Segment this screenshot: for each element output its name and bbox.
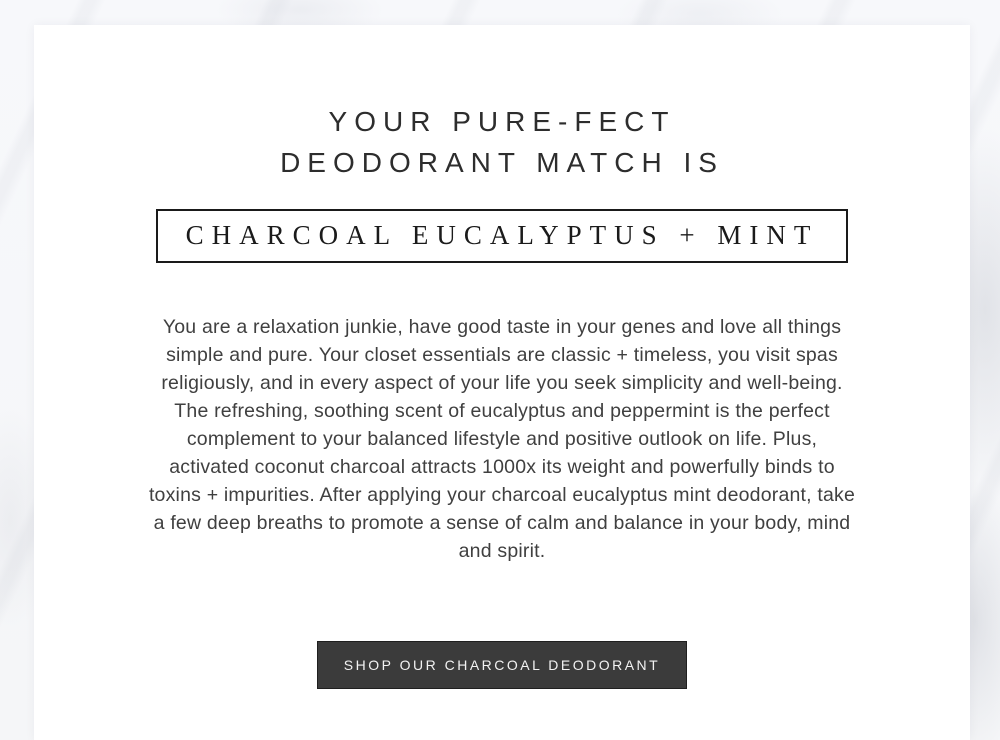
result-heading-line1: YOUR PURE-FECT bbox=[328, 106, 676, 137]
match-name-box: CHARCOAL EUCALYPTUS + MINT bbox=[156, 209, 849, 263]
cta-row bbox=[34, 641, 970, 689]
match-description: You are a relaxation junkie, have good taste in your genes and love all things simple and pure. Your closet essentials are classic + timeless, you visit spas religiously, and in every aspect of your life you seek simplicity and well-being. The refreshing, soothing scent of eucalyptus and peppermint is the perfect complement to your balanced lifestyle and positive outlook on life. Plus, activated coconut charcoal attracts 1000x its weight and powerfully binds to toxins + impurities. After applying your charcoal eucalyptus mint deodorant, take a few deep breaths to promote a sense of calm and balance in your body, mind and spirit. bbox=[148, 316, 856, 562]
result-heading-line2: DEODORANT MATCH IS bbox=[280, 147, 724, 178]
result-heading bbox=[34, 101, 970, 183]
match-box-row bbox=[34, 183, 970, 263]
shop-charcoal-deodorant-button[interactable]: SHOP OUR CHARCOAL DEODORANT bbox=[317, 641, 687, 689]
result-card bbox=[34, 25, 970, 740]
